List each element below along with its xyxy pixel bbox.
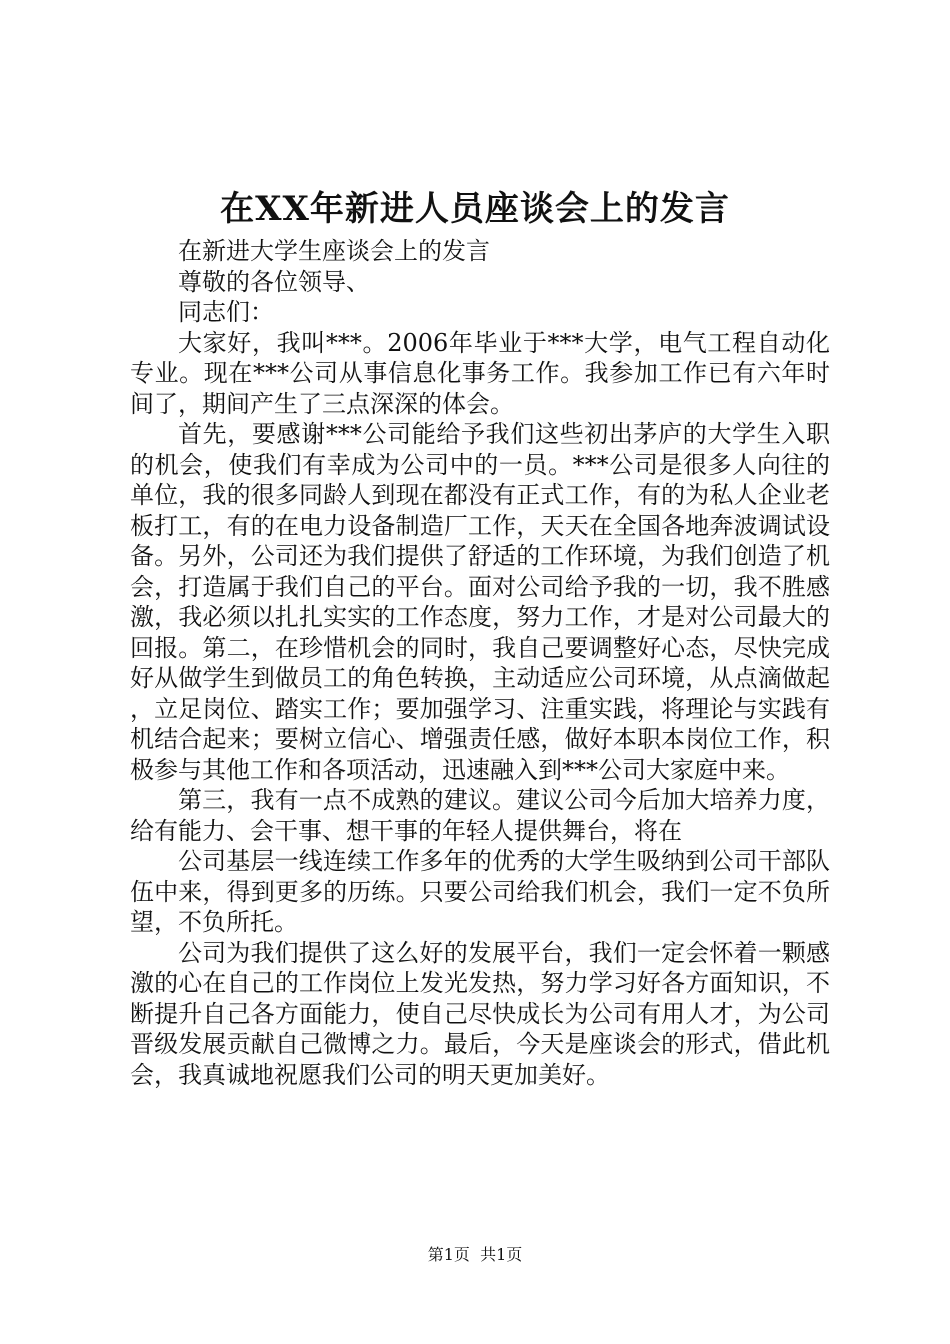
- paragraph-closing: 公司为我们提供了这么好的发展平台，我们一定会怀着一颗感激的心在自己的工作岗位上发光发热，努力学习好各方面知识，不断提升自己各方面能力，使自己尽快成长为公司有用人才，为公司晋级发展贡献自己微博之力。最后，今天是座谈会的形式，借此机会，我真诚地祝愿我们公司的明天更加美好。: [130, 938, 830, 1089]
- paragraph-third-point-continued: 公司基层一线连续工作多年的优秀的大学生吸纳到公司干部队伍中来，得到更多的历练。只要公司给我们机会，我们一定不负所望，不负所托。: [130, 847, 830, 936]
- paragraph-subtitle: 在新进大学生座谈会上的发言: [178, 237, 490, 265]
- paragraph-salutation-comrades: 同志们：: [178, 298, 274, 326]
- paragraph-first-point: 首先，要感谢***公司能给予我们这些初出茅庐的大学生入职的机会，使我们有幸成为公司中的一员。***公司是很多人向往的单位，我的很多同龄人到现在都没有正式工作，有的为私人企业老板打工，有的在电力设备制造厂工作，天天在全国各地奔波调试设备。另外，公司还为我们提供了舒适的工作环境，为我们创造了机会，打造属于我们自己的平台。面对公司给予我的一切，我不胜感激，我必须以扎扎实实的工作态度，努力工作，才是对公司最大的回报。第二，在珍惜机会的同时，我自己要调整好心态，尽快完成好从做学生到做员工的角色转换，主动适应公司环境，从点滴做起，立足岗位、踏实工作；要加强学习、注重实践，将理论与实践有机结合起来；要树立信心、增强责任感，做好本职本岗位工作，积极参与其他工作和各项活动，迅速融入到***公司大家庭中来。: [130, 420, 830, 784]
- paragraph-third-point: 第三，我有一点不成熟的建议。建议公司今后加大培养力度，给有能力、会干事、想干事的年轻人提供舞台，将在: [130, 786, 830, 845]
- page-number-label: 第1页 共1页: [427, 1245, 523, 1264]
- document-title: 在XX年新进人员座谈会上的发言: [220, 189, 730, 229]
- document-body: [130, 236, 830, 1090]
- paragraph-salutation: 尊敬的各位领导、: [178, 267, 370, 296]
- paragraph-introduction: 大家好，我叫***。2006年毕业于***大学，电气工程自动化专业。现在***公司从事信息化事务工作。我参加工作已有六年时间了，期间产生了三点深深的体会。: [130, 328, 830, 418]
- page-footer: [0, 1243, 950, 1267]
